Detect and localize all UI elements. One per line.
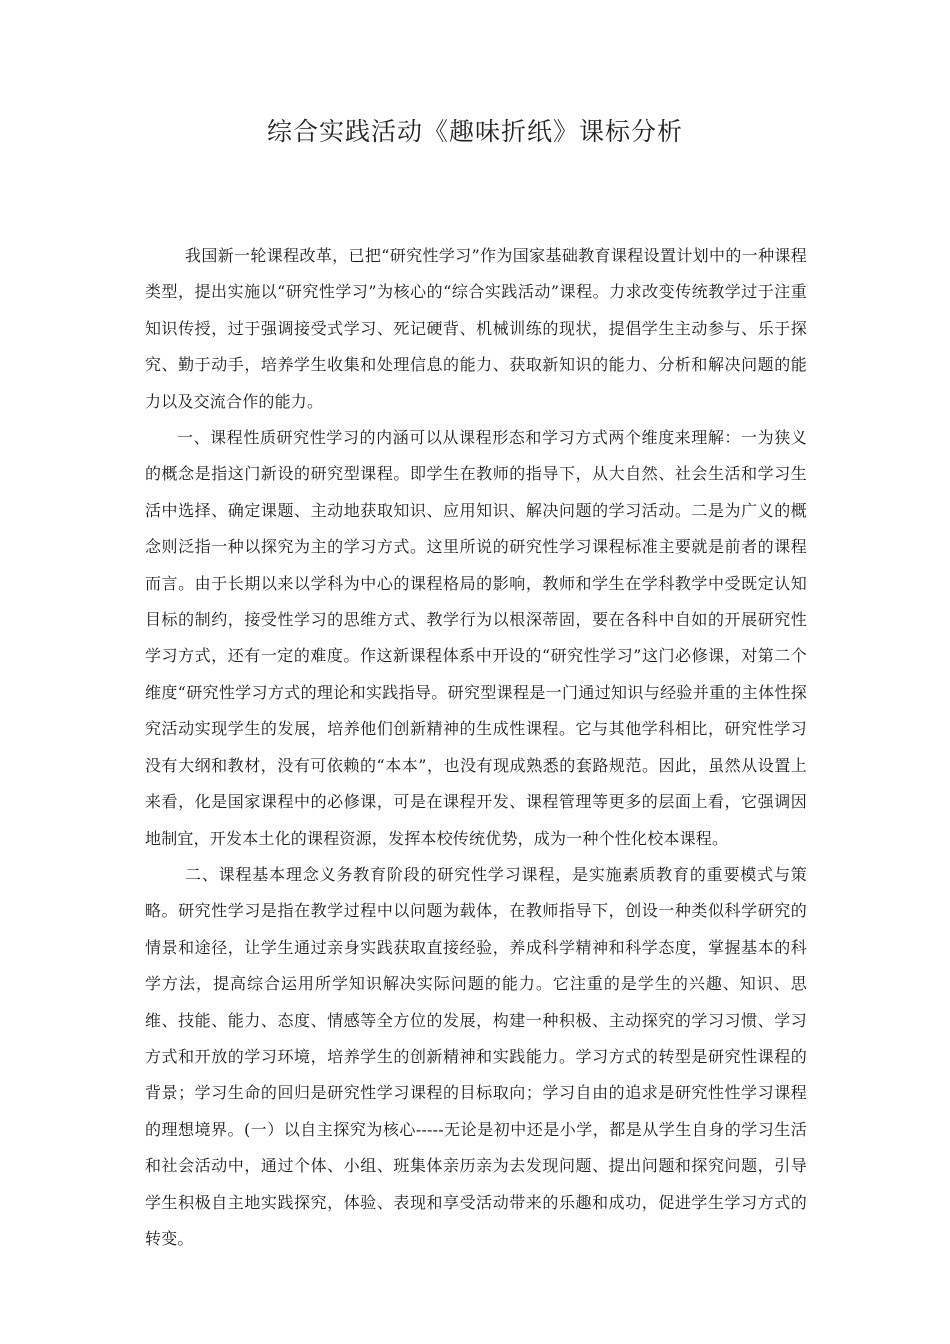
document-title: 综合实践活动《趣味折纸》课标分析 bbox=[266, 117, 683, 146]
paragraph-course-nature: 一、课程性质研究性学习的内涵可以从课程形态和学习方式两个维度来理解：一为狭义的概念是指这门新设的研究型课程。即学生在教师的指导下，从大自然、社会生活和学习生活中选择、确定课题、主动地获取知识、应用知识、解决问题的学习活动。二是为广义的概念则泛指一种以探究为主的学习方式。这里所说的研究性学习课程标准主要就是前者的课程而言。由于长期以来以学科为中心的课程格局的影响，教师和学生在学科教学中受既定认知目标的制约，接受性学习的思维方式、教学行为以根深蒂固，要在各科中自如的开展研究性学习方式，还有一定的难度。作这新课程体系中开设的“研究性学习”这门必修课，对第二个维度“研究性学习方式的理论和实践指导。研究型课程是一门通过知识与经验并重的主体性探究活动实现学生的发展，培养他们创新精神的生成性课程。它与其他学科相比，研究性学习没有大纲和教材，没有可依赖的“本本”，也没有现成熟悉的套路规范。因此，虽然从设置上来看，化是国家课程中的必修课，可是在课程开发、课程管理等更多的层面上看，它强调因地制宜，开发本土化的课程资源，发挥本校传统优势，成为一种个性化校本课程。 bbox=[145, 428, 807, 848]
document-body bbox=[145, 238, 807, 1257]
paragraph-intro: 我国新一轮课程改革，已把“研究性学习”作为国家基础教育课程设置计划中的一种课程类型，提出实施以“研究性学习”为核心的“综合实践活动”课程。力求改变传统教学过于注重知识传授，过于强调接受式学习、死记硬背、机械训练的现状，提倡学生主动参与、乐于探究、勤于动手，培养学生收集和处理信息的能力、获取新知识的能力、分析和解决问题的能力以及交流合作的能力。 bbox=[145, 246, 807, 411]
paragraph-basic-concept: 二、课程基本理念义务教育阶段的研究性学习课程，是实施素质教育的重要模式与策略。研究性学习是指在教学过程中以问题为载体，在教师指导下，创设一种类似科学研究的情景和途径，让学生通过亲身实践获取直接经验，养成科学精神和科学态度，掌握基本的科学方法，提高综合运用所学知识解决实际问题的能力。它注重的是学生的兴趣、知识、思维、技能、能力、态度、情感等全方位的发展，构建一种积极、主动探究的学习习惯、学习方式和开放的学习环境，培养学生的创新精神和实践能力。学习方式的转型是研究性课程的背景；学习生命的回归是研究性学习课程的目标取向；学习自由的追求是研究性性学习课程的理想境界。(一）以自主探究为核心-----无论是初中还是小学，都是从学生自身的学习生活和社会活动中，通过个体、小组、班集体亲历亲为去发现问题、提出问题和探究问题，引导学生积极自主地实践探究，体验、表现和享受活动带来的乐趣和成功，促进学生学习方式的转变。 bbox=[145, 864, 807, 1248]
